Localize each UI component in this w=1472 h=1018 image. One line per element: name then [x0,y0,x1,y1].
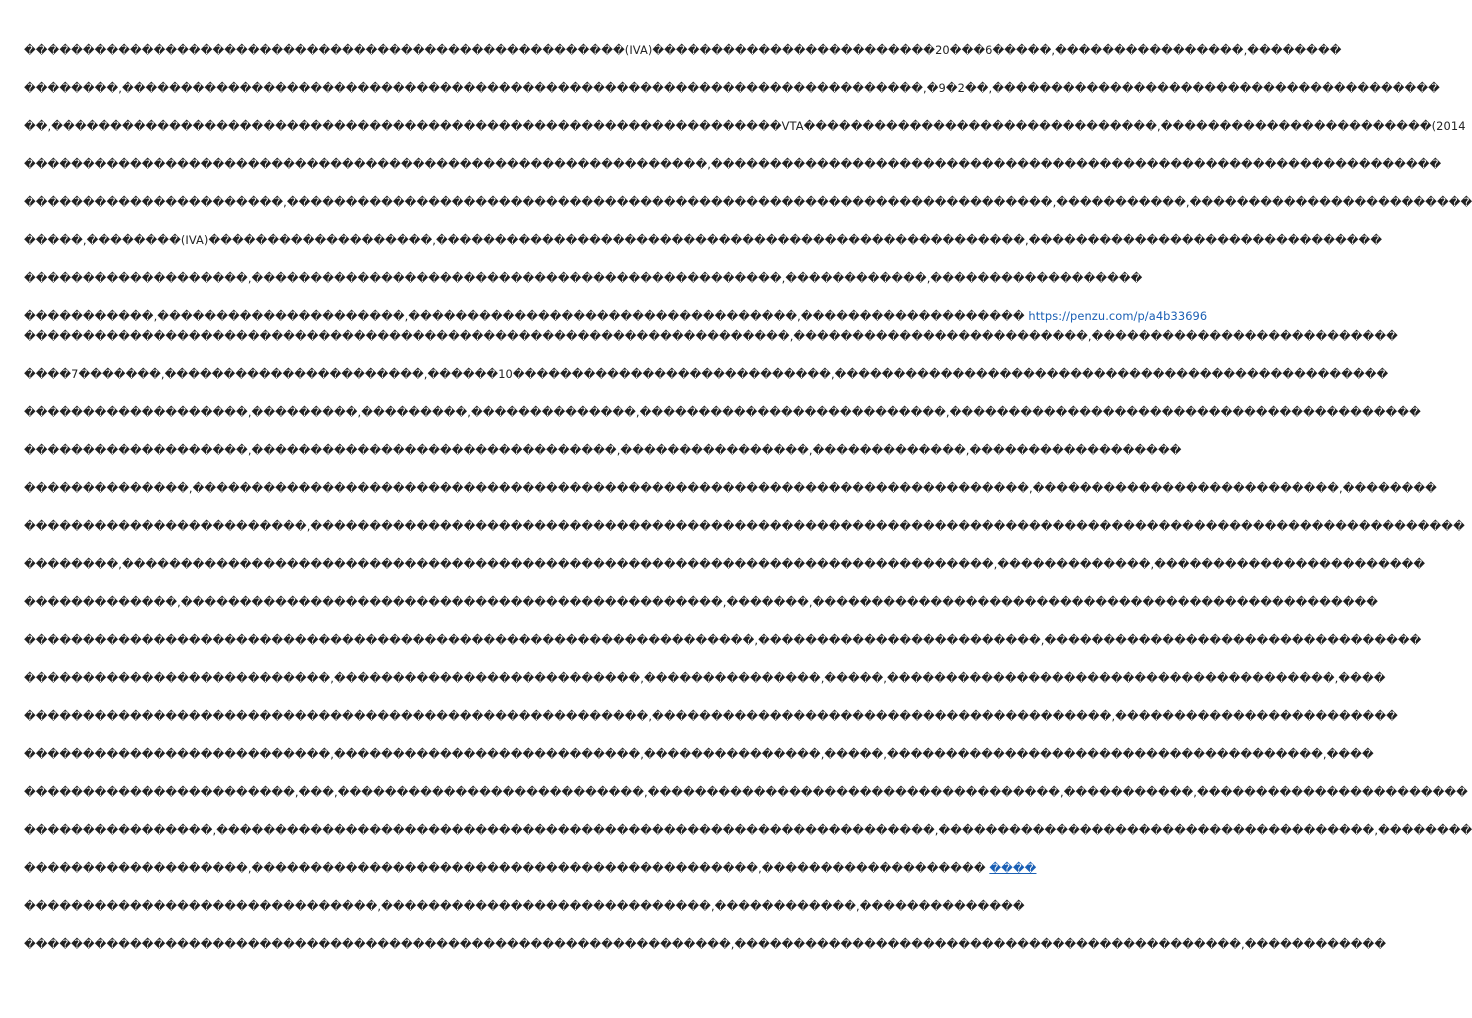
text-line: ������������������������������,����������������������������,������������,�������������� [24,899,1025,913]
penzu-link[interactable]: https://penzu.com/p/a4b33696 [1028,309,1208,323]
text-line: �����������������������������������������������������������������,�������������������������,�������������������������� [24,329,1398,343]
text-line: ������������������������������������������������������������,�������������������������������������������,������������ [24,937,1387,951]
text-line: �����������������������,���,��������������������������,�����������������������������������,�����������,����������������������� [24,785,1468,799]
text-line: ����7�������,����������������������,������10���������������������������,����������������������������������������������� [24,367,1389,381]
text-line: ����������������������,�����������������������������������������������������������������,�����������,������������������������ [24,195,1472,209]
text-line: ��������,��������������������������������������������������������������������������,�������������,����������������������� [24,557,1426,571]
text-line: �������������������,���������������������������������������������,������������,������������������ [24,271,1143,285]
text-line-with-link [24,860,1037,898]
text-line-prefix: �����������,���������������������,���������������������������������,������������������� [24,309,1025,323]
text-line: ��������������������������,��������������������������,���������������,�����,��������������������������������������,���� [24,671,1386,685]
text-line-prefix: �������������������,�������������������������������������������,������������������� [24,861,986,875]
text-line: ������������������������,�������������������������������������������������������������������������������������������������� [24,519,1465,533]
text-line: ��,��������������������������������������������������������������VTA������������������������������,�����������������������(2014 [24,119,1466,133]
text-line: ����������������,�������������������������������������������������������������,�������������������������������������,�������� [24,823,1472,837]
text-line-with-link [24,308,1208,328]
text-line: �������������,����������������������������������������������,�������,������������������������������������������������ [24,595,1379,609]
text-line: ��������������������������,��������������������������,���������������,�����,�������������������������������������,���� [24,747,1374,761]
text-line: ���������������������������������������������������(IVA)������������������������20���6�����,����������������,�������� [24,43,1342,57]
text-line: ��������������,�����������������������������������������������������������������������,��������������������������,�������� [24,481,1437,495]
text-line: ��������,��������������������������������������������������������������������,�9�2��,�������������������������������������� [24,81,1440,95]
document-body [24,42,1472,974]
text-line: �����,��������(IVA)�������������������,��������������������������������������������������,������������������������������ [24,233,1383,247]
inline-link[interactable]: ���� [989,861,1037,875]
text-line: �������������������,�������������������������������,����������������,�������������,������������������ [24,443,1182,457]
text-line: �������������������,���������,���������,��������������,��������������������������,���������������������������������������� [24,405,1421,419]
text-line: �����������������������������������������������������,���������������������������������������,������������������������ [24,709,1398,723]
text-line: ����������������������������������������������������������,�������������������������������������������������������������� [24,157,1442,171]
text-line: ��������������������������������������������������������������,������������������������,�������������������������������� [24,633,1422,647]
